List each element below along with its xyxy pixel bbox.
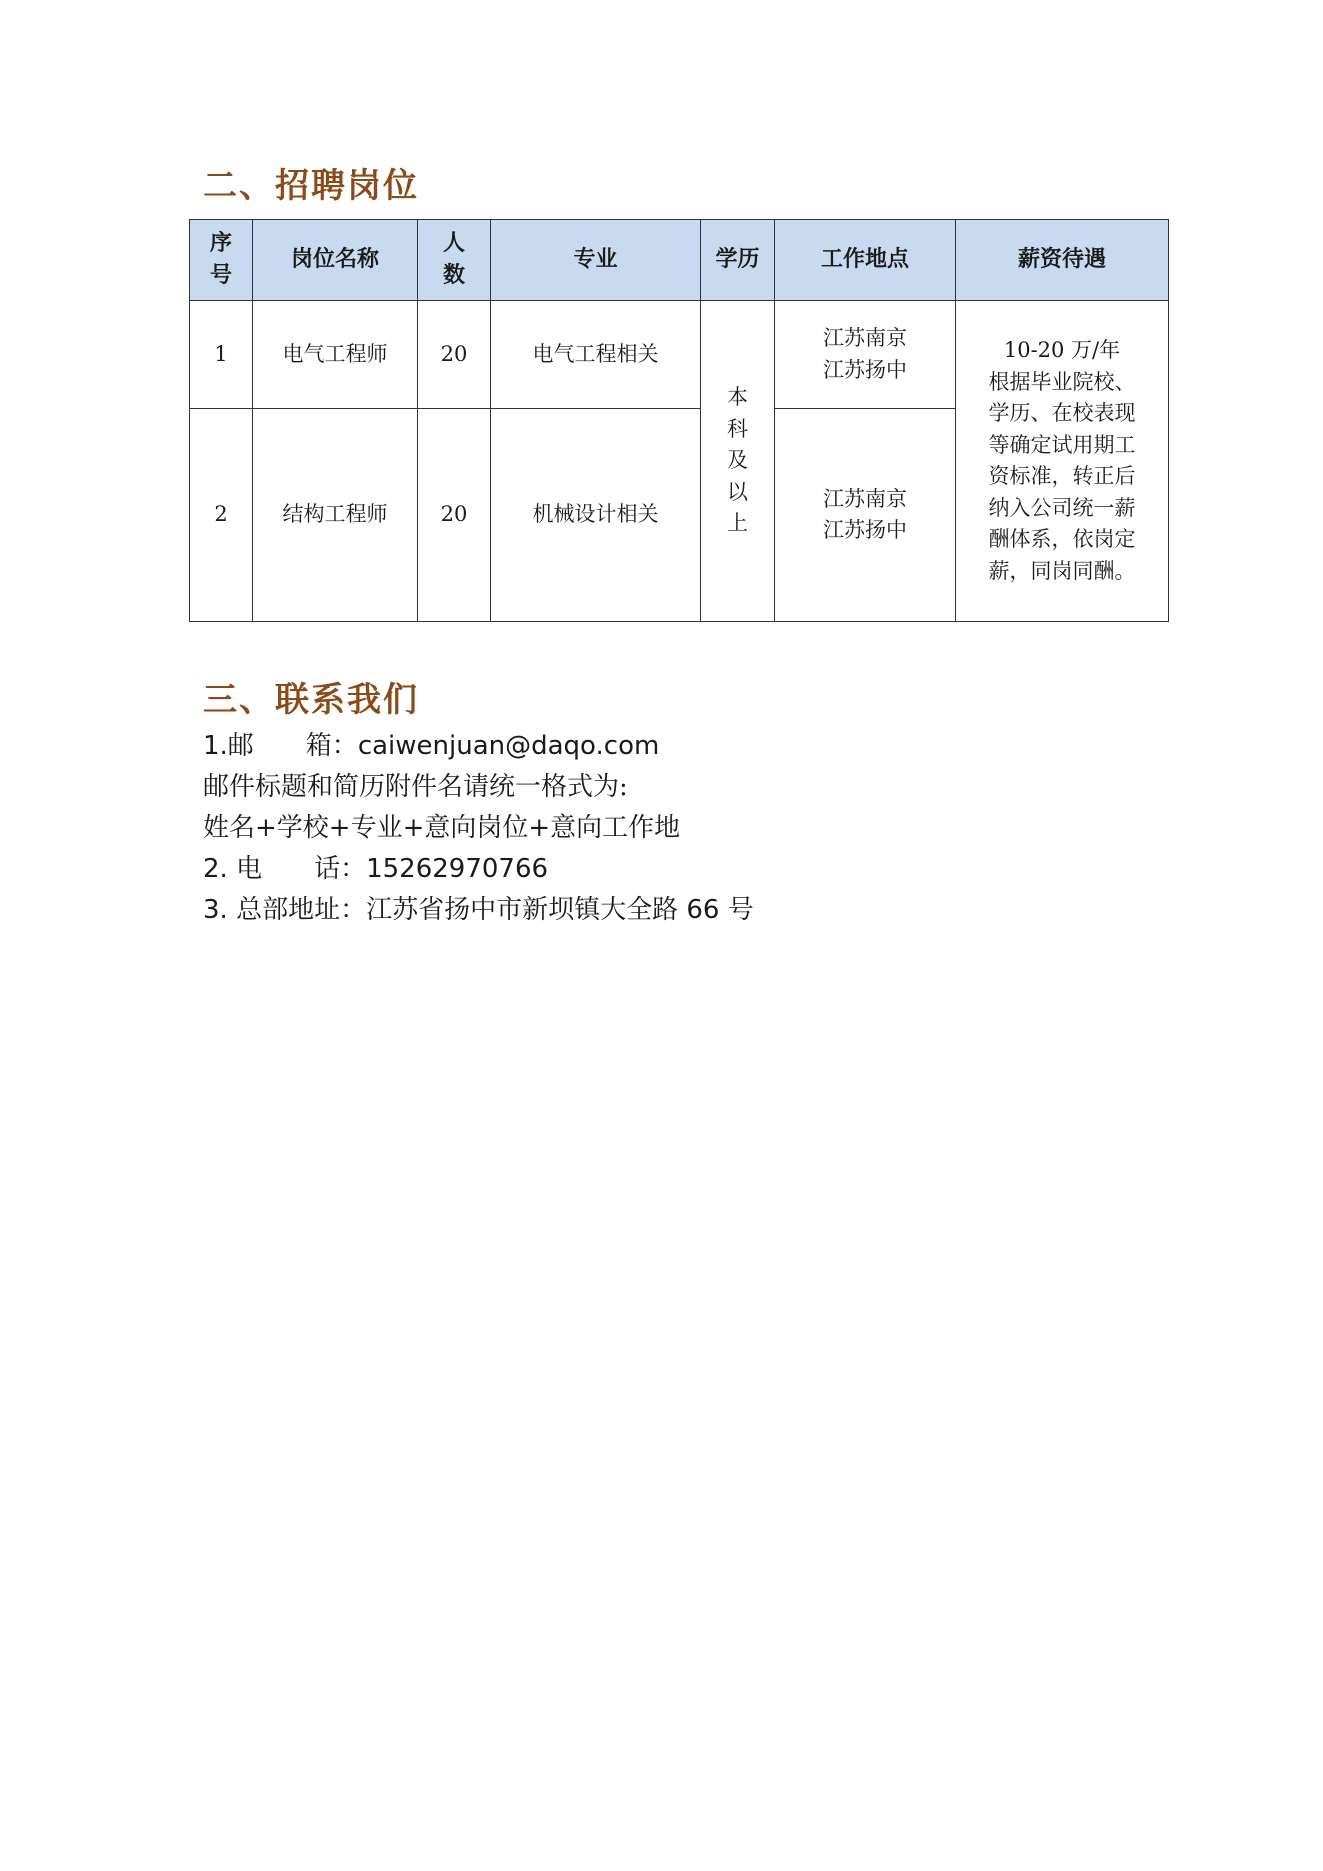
phone-number[interactable]: 15262970766: [366, 854, 549, 884]
contact-info: [203, 726, 754, 931]
email-label: 1.邮 箱：: [203, 731, 358, 761]
cell-position: 结构工程师: [253, 409, 418, 622]
header-no: 序 号: [190, 220, 253, 301]
phone-line: [203, 849, 754, 890]
header-position: 岗位名称: [253, 220, 418, 301]
cell-no: 1: [190, 301, 253, 409]
cell-position: 电气工程师: [253, 301, 418, 409]
cell-salary: 10-20 万/年 根据毕业院校、 学历、在校表现 等确定试用期工 资标准，转正后 纳入公司统一薪 酬体系，依岗定 薪，同岗同酬。: [956, 301, 1169, 622]
header-salary: 薪资待遇: [956, 220, 1169, 301]
positions-table: [189, 219, 1169, 622]
header-location: 工作地点: [775, 220, 956, 301]
cell-count: 20: [418, 409, 491, 622]
email-format-pattern: 姓名+学校+专业+意向岗位+意向工作地: [203, 813, 681, 843]
email-address[interactable]: caiwenjuan@daqo.com: [357, 731, 660, 761]
email-line: [203, 726, 754, 767]
cell-location: 江苏南京 江苏扬中: [775, 409, 956, 622]
cell-major: 机械设计相关: [491, 409, 701, 622]
header-education: 学历: [701, 220, 775, 301]
address-value: 江苏省扬中市新坝镇大全路 66 号: [366, 895, 754, 925]
cell-education: 本 科 及 以 上: [701, 301, 775, 622]
address-label: 3. 总部地址：: [203, 895, 367, 925]
email-format-note: 邮件标题和简历附件名请统一格式为:: [203, 772, 628, 802]
cell-no: 2: [190, 409, 253, 622]
section-title-positions: 二、招聘岗位: [203, 166, 419, 206]
section-title-contact: 三、联系我们: [203, 680, 419, 720]
header-count: 人 数: [418, 220, 491, 301]
cell-location: 江苏南京 江苏扬中: [775, 301, 956, 409]
phone-label: 2. 电 话：: [203, 854, 367, 884]
address-line: [203, 890, 754, 931]
table-row: [190, 301, 1169, 409]
cell-count: 20: [418, 301, 491, 409]
cell-major: 电气工程相关: [491, 301, 701, 409]
table-header-row: [190, 220, 1169, 301]
header-major: 专业: [491, 220, 701, 301]
